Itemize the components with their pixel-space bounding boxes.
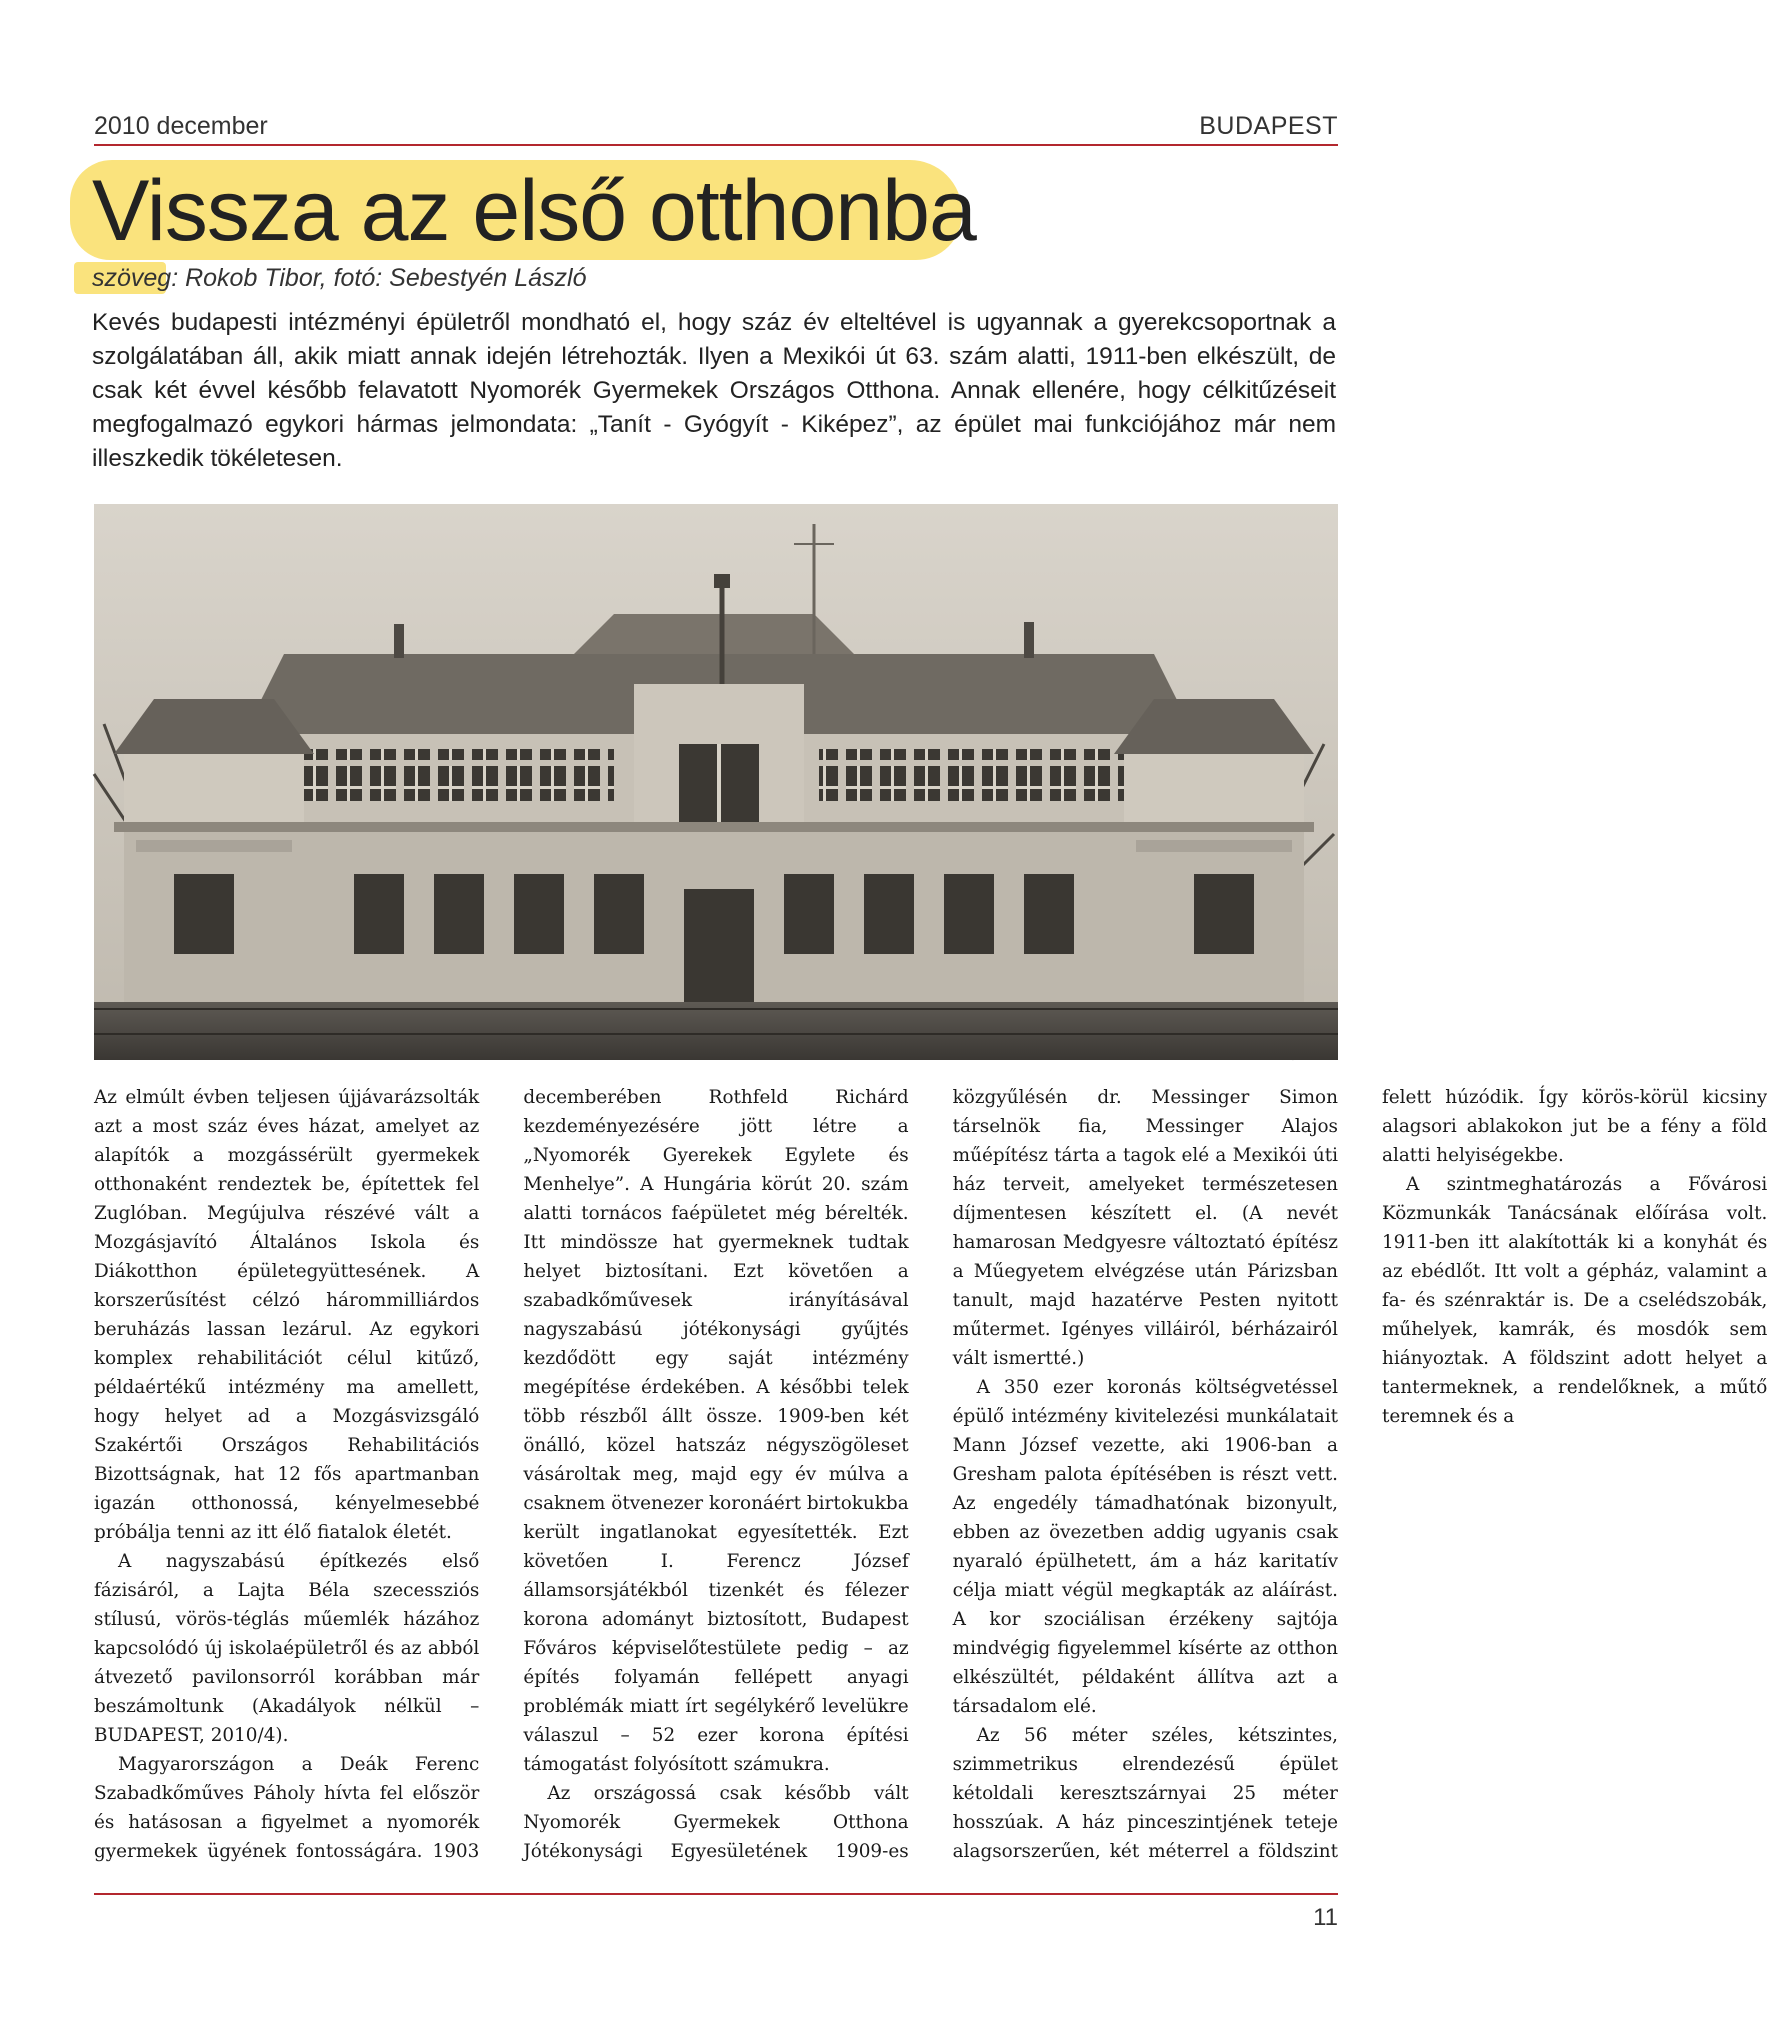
footer-rule bbox=[94, 1893, 1338, 1895]
issue-date: 2010 december bbox=[94, 112, 268, 140]
body-paragraph: Magyarországon a Deák Ferenc Szabadkőműves Páholy hívta fel először és hatásosan a figyelmet a nyomorék gyermekek ügyének fontosságára. 1903 decemberében Rothfeld Richárd kezdeményezésére jött létre a „Nyomorék Gyerekek Egylete és Menhelye”. A Hungária körút 20. szám alatti tornácos faépületet még bérelték. Itt mindössze hat gyermeknek tudtak helyet biztosítani. Ezt követően a szabadkőművesek irányításával nagyszabású jótékonysági gyűjtés kezdődött egy saját intézmény megépítése érdekében. A későbbi telek több részből állt össze. 1909-ben két önálló, közel hatszáz négyszögöleset vásároltak meg, majd egy év múlva a csaknem ötvenezer koronáért birtokukba került ingatlanokat egyesítették. Ezt követően I. Ferencz József államsorsjátékból tizenkét és félezer korona adományt biztosított, Budapest Főváros képviselőtestülete pedig – az építés folyamán fellépett anyagi problémák miatt írt segélykérő levelükre válaszul – 52 ezer korona építési támogatást folyósított számukra. bbox=[94, 1087, 909, 1862]
article-byline: szöveg: Rokob Tibor, fotó: Sebestyén László bbox=[92, 264, 587, 292]
body-paragraph: Az országossá csak később vált Nyomorék Gyermekek Otthona Jótékonysági Egyesületének 1909-es közgyűlésén dr. Messinger Simon társelnök fia, Messinger Alajos műépítész tárta a tagok elé a Mexikói úti ház terveit, amelyeket természetesen díjmentesen készített el. (A nevét hamarosan Medgyesre változtató építész a Műegyetem elvégzése után Párizsban tanult, majd hazatérve Pesten nyitott műtermet. Igényes villáiról, bérházairól vált ismertté.) bbox=[523, 1087, 1338, 1862]
body-paragraph: A 350 ezer koronás költségvetéssel épülő intézmény kivitelezési munkálatait Mann József vezette, aki 1906-ban a Gresham palota építésében is részt vett. Az engedély támadhatónak bizonyult, ebben az övezetben addig ugyanis csak nyaraló épülhetett, ám a ház karitatív célja miatt végül megkapták az aláírást. A kor szociálisan érzékeny sajtója mindvégig figyelemmel kísérte az otthon elkészültét, példaként állítva azt a társadalom elé. bbox=[952, 1377, 1338, 1717]
article-lead: Kevés budapesti intézményi épületről mondható el, hogy száz év elteltével is ugyannak a gyerekcsoportnak a szolgálatában áll, akik miatt annak idején létrehozták. Ilyen a Mexikói út 63. szám alatti, 1911-ben elkészült, de csak két évvel később felavatott Nyomorék Gyermekek Országos Otthona. Annak ellenére, hogy célkitűzéseit megfogalmazó egykori hármas jelmondata: „Tanít - Gyógyít - Kiképez”, az épület mai funkciójához már nem illeszkedik tökéletesen. bbox=[92, 309, 1336, 472]
article-body bbox=[94, 1083, 1767, 1873]
building-photo bbox=[94, 504, 1338, 1060]
section-name: BUDAPEST bbox=[1199, 112, 1338, 140]
body-paragraph: Az 56 méter széles, kétszintes, szimmetrikus elrendezésű épület kétoldali keresztszárnyai 25 méter hosszúak. A ház pinceszintjének teteje alagsorszerűen, két méterrel a földszint felett húzódik. Így körös-körül kicsiny alagsori ablakokon jut be a fény a föld alatti helyiségekbe. bbox=[952, 1087, 1767, 1862]
body-paragraph: A szintmeghatározás a Fővárosi Közmunkák Tanácsának előírása volt. 1911-ben itt alakították ki a konyhát és az ebédlőt. Itt volt a gépház, valamint a fa- és szénraktár is. De a cselédszobák, műhelyek, kamrák, és mosdók sem hiányoztak. A földszint adott helyet a tantermeknek, a rendelőknek, a műtő teremnek és a bbox=[1381, 1174, 1767, 1427]
article-title: Vissza az első otthonba bbox=[92, 163, 976, 259]
page-header bbox=[94, 108, 1338, 146]
page-number: 11 bbox=[1313, 1904, 1338, 1931]
body-paragraph: A nagyszabású építkezés első fázisáról, a Lajta Béla szecessziós stílusú, vörös-téglás műemlék házához kapcsolódó új iskolaépületről és az abból átvezető pavilonsorról korábban már beszámoltunk (Akadályok nélkül – BUDAPEST, 2010/4). bbox=[94, 1551, 480, 1746]
body-paragraph: Az elmúlt évben teljesen újjávarázsolták azt a most száz éves házat, amelyet az alapítók a mozgássérült gyermekek otthonaként rendeztek be, építettek fel Zuglóban. Megújulva részévé vált a Mozgásjavító Általános Iskola és Diákotthon épületegyüttesének. A korszerűsítést célzó hárommilliárdos beruházás lassan lezárul. Az egykori komplex rehabilitációt célul kitűző, példaértékű intézmény ma amellett, hogy helyet ad a Mozgásvizsgáló Szakértői Országos Rehabilitációs Bizottságnak, hat 12 fős apartmanban igazán otthonossá, kényelmesebbé próbálja tenni az itt élő fiatalok életét. bbox=[94, 1087, 480, 1543]
